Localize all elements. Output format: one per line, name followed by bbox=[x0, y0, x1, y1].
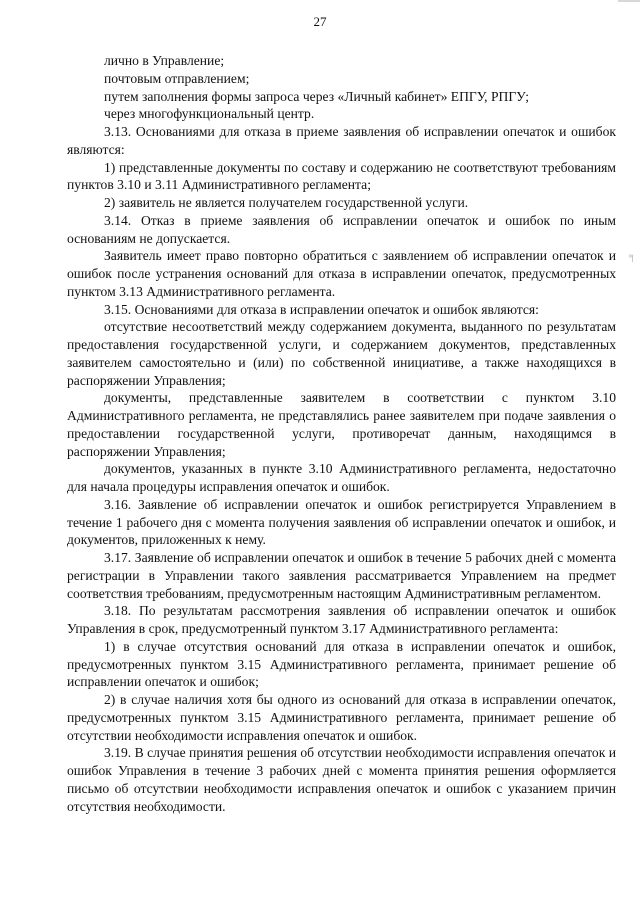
paragraph: 1) представленные документы по составу и содержанию не соответствуют требованиям пунктов 3.10 и 3.11 Административного регламента; bbox=[67, 159, 616, 193]
paragraph: 3.14. Отказ в приеме заявления об исправлении опечаток и ошибок по иным основаниям не допускается. bbox=[67, 212, 616, 246]
paragraph: документы, представленные заявителем в соответствии с пунктом 3.10 Административного регламента, не представлялись ранее заявителем при подаче заявления о предоставлении государственной услуги, противоречат данным, находящимся в распоряжении Управления; bbox=[67, 390, 616, 459]
paragraph: отсутствие несоответствий между содержанием документа, выданного по результатам предоставления государственной услуги, и содержанием документов, представленных заявителем самостоятельно и (или) по собственной инициативе, а также находящихся в распоряжении Управления; bbox=[67, 319, 616, 388]
paragraph: 2) заявитель не является получателем государственной услуги. bbox=[104, 195, 469, 210]
paragraph: 3.13. Основаниями для отказа в приеме заявления об исправлении опечаток и ошибок являются: bbox=[67, 124, 616, 157]
paragraph: почтовым отправлением; bbox=[104, 70, 250, 86]
paragraph: 3.19. В случае принятия решения об отсутствии необходимости исправления опечаток и ошибок Управления в течение 3 рабочих дней с момента принятия решения оформляется письмо об отсутствии необходимости исправления опечаток и ошибок с указанием причин отсутствия необходимости. bbox=[67, 745, 616, 814]
page-number: 27 bbox=[313, 14, 327, 29]
paragraph: 3.17. Заявление об исправлении опечаток и ошибок в течение 5 рабочих дней с момента регистрации в Управлении такого заявления рассматривается Управлением на предмет соответствия требованиям, предусмотренным настоящим Административным регламентом. bbox=[67, 550, 616, 601]
scan-side-mark: ╕ bbox=[628, 251, 636, 262]
paragraph: 1) в случае отсутствия оснований для отказа в исправлении опечаток и ошибок, предусмотренных пунктом 3.15 Административного регламента, принимает решение об исправлении опечаток и ошибок; bbox=[67, 638, 616, 690]
paragraph: документов, указанных в пункте 3.10 Административного регламента, недостаточно для начала процедуры исправления опечаток и ошибок. bbox=[67, 461, 616, 494]
paragraph: 3.16. Заявление об исправлении опечаток и ошибок регистрируется Управлением в течение 1 рабочего дня с момента получения заявления об исправлении опечаток и ошибок, и документов, приложенных к нему. bbox=[67, 496, 616, 548]
paragraph: лично в Управление; bbox=[104, 53, 225, 68]
document-body bbox=[67, 52, 616, 815]
paragraph: через многофункциональный центр. bbox=[104, 106, 315, 122]
paragraph: Заявитель имеет право повторно обратиться с заявлением об исправлении опечаток и ошибок после устранения оснований для отказа в исправлении опечаток, предусмотренных пунктом 3.13 Административного регламента. bbox=[67, 248, 616, 299]
paragraph: 2) в случае наличия хотя бы одного из оснований для отказа в исправлении опечаток, предусмотренных пунктом 3.15 Административного регламента, принимает решение об отсутствии необходимости исправления опечаток и ошибок. bbox=[67, 692, 616, 743]
paragraph: 3.18. По результатам рассмотрения заявления об исправлении опечаток и ошибок Управления в срок, предусмотренный пунктом 3.17 Административного регламента: bbox=[67, 603, 616, 636]
scan-corner-mark bbox=[618, 0, 640, 2]
paragraph: 3.15. Основаниями для отказа в исправлении опечаток и ошибок являются: bbox=[104, 301, 539, 317]
paragraph: путем заполнения формы запроса через «Личный кабинет» ЕПГУ, РПГУ; bbox=[104, 88, 530, 104]
